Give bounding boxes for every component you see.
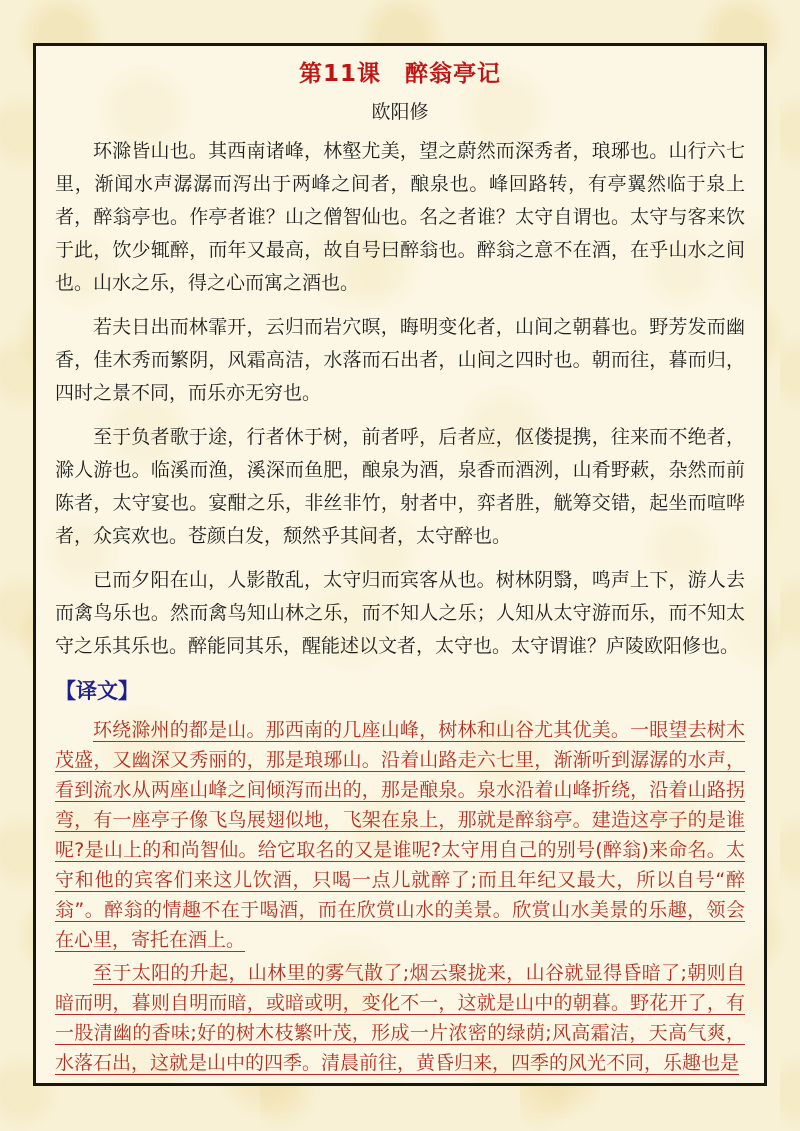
original-paragraph-3: 至于负者歌于途，行者休于树，前者呼，后者应，伛偻提携，往来而不绝者，滁人游也。临溪而渔，溪深而鱼肥，酿泉为酒，泉香而酒洌，山肴野蔌，杂然而前陈者，太守宴也。宴酣之乐，非丝非竹，射者中，弈者胜，觥筹交错，起坐而喧哗者，众宾欢也。苍颜白发，颓然乎其间者，太守醉也。 (55, 426, 745, 547)
original-paragraph-1: 环滁皆山也。其西南诸峰，林壑尤美，望之蔚然而深秀者，琅琊也。山行六七里，渐闻水声潺潺而泻出于两峰之间者，酿泉也。峰回路转，有亭翼然临于泉上者，醉翁亭也。作亭者谁？山之僧智仙也。名之者谁？太守自谓也。太守与客来饮于此，饮少辄醉，而年又最高，故自号曰醉翁也。醉翁之意不在酒，在乎山水之间也。山水之乐，得之心而寓之酒也。 (55, 140, 745, 294)
lesson-title: 第11课 醉翁亭记 (298, 61, 501, 87)
translation-paragraph-2: 至于太阳的升起，山林里的雾气散了;烟云聚拢来，山谷就显得昏暗了;朝则自暗而明，暮则自明而暗，或暗或明，变化不一，这就是山中的朝暮。野花开了，有一股清幽的香味;好的树木枝繁叶茂，形成一片浓密的绿荫;风高霜洁，天高气爽，水落石出，这就是山中的四季。清晨前往，黄昏归来，四季的风光不同，乐趣也是 (55, 962, 745, 1074)
content-frame (33, 43, 767, 1086)
original-paragraph-2: 若夫日出而林霏开，云归而岩穴暝，晦明变化者，山间之朝暮也。野芳发而幽香，佳木秀而繁阴，风霜高洁，水落而石出者，山间之四时也。朝而往，暮而归，四时之景不同，而乐亦无穷也。 (55, 316, 745, 404)
translation-paragraph-1: 环绕滁州的都是山。那西南的几座山峰，树林和山谷尤其优美。一眼望去树木茂盛，又幽深又秀丽的，那是琅琊山。沿着山路走六七里，渐渐听到潺潺的水声，看到流水从两座山峰之间倾泻而出的，那是酿泉。泉水沿着山峰折绕，沿着山路拐弯，有一座亭子像飞鸟展翅似地，飞架在泉上，那就是醉翁亭。建造这亭子的是谁呢?是山上的和尚智仙。给它取名的又是谁呢?太守用自己的别号(醉翁)来命名。太守和他的宾客们来这儿饮酒，只喝一点儿就醉了;而且年纪又最大，所以自号“醉翁”。醉翁的情趣不在于喝酒，而在欣赏山水的美景。欣赏山水美景的乐趣，领会在心里，寄托在酒上。 (55, 719, 745, 951)
translation-section-header: 【译文】 (55, 679, 139, 703)
author-name: 欧阳修 (371, 101, 429, 123)
original-paragraph-4: 已而夕阳在山，人影散乱，太守归而宾客从也。树林阴翳，鸣声上下，游人去而禽鸟乐也。然而禽鸟知山林之乐，而不知人之乐；人知从太守游而乐，而不知太守之乐其乐也。醉能同其乐，醒能述以文者，太守也。太守谓谁？庐陵欧阳修也。 (55, 569, 745, 657)
